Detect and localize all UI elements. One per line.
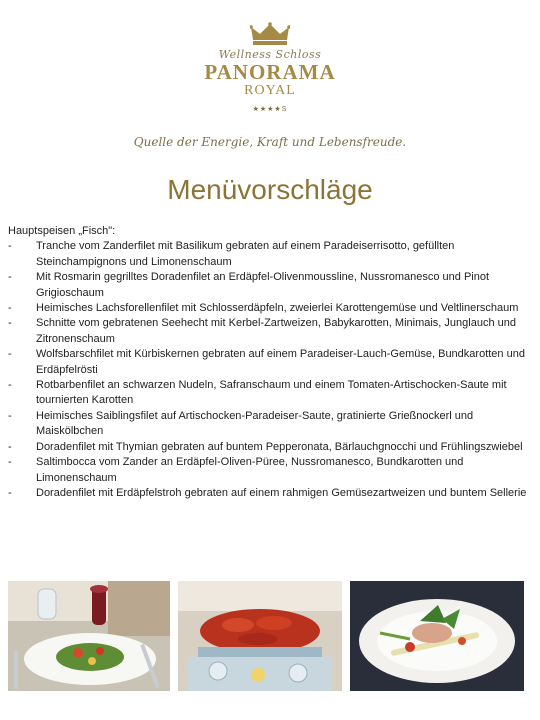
bullet-dash: - — [8, 440, 12, 453]
logo-sub-text: ROYAL — [244, 83, 296, 98]
page-title: Menüvorschläge — [167, 174, 373, 205]
menu-item — [8, 347, 536, 378]
menu-item-text: Tranche vom Zanderfilet mit Basilikum gebraten auf einem Paradeiserrisotto, gefüllten Steinchampignons und Limonenschaum — [36, 240, 455, 268]
bullet-dash: - — [8, 379, 12, 392]
menu-content — [8, 224, 536, 501]
menu-item — [8, 301, 536, 316]
bullet-dash: - — [8, 271, 12, 284]
menu-item-text: Heimisches Saiblingsfilet auf Artischocken-Paradeiser-Saute, gratinierte Grießnockerl und Maiskölbchen — [36, 409, 474, 438]
bullet-dash: - — [8, 240, 12, 253]
crown-icon — [250, 22, 290, 46]
bullet-dash: - — [8, 409, 12, 422]
menu-item-text: Mit Rosmarin gegrilltes Doradenfilet an Erdäpfel-Olivenmoussline, Nussromanesco und Pinot Grigioschaum — [36, 271, 490, 299]
menu-item — [8, 455, 536, 486]
bullet-dash: - — [8, 486, 12, 499]
hotel-logo — [0, 22, 540, 113]
bullet-dash: - — [8, 317, 12, 330]
bullet-dash: - — [8, 456, 12, 469]
menu-item-text: Schnitte vom gebratenen Seehecht mit Kerbel-Zartweizen, Babykarotten, Minimais, Junglauch und Zitronenschaum — [36, 317, 516, 345]
bullet-dash: - — [8, 302, 12, 315]
logo-main-text: PANORAMA — [204, 60, 336, 84]
menu-item-text: Wolfsbarschfilet mit Kürbiskernen gebraten auf einem Paradeiser-Lauch-Gemüse, Bundkarotten und Erdäpfelrösti — [36, 348, 525, 376]
menu-list — [8, 239, 536, 501]
menu-item-text: Saltimbocca vom Zander an Erdäpfel-Oliven-Püree, Nussromanesco, Bundkarotten und Limonenschaum — [36, 456, 464, 484]
menu-item-text: Doradenfilet mit Erdäpfelstroh gebraten auf einem rahmigen Gemüsezartweizen und buntem Sellerie — [36, 486, 527, 499]
menu-item — [8, 409, 536, 440]
menu-item — [8, 378, 536, 409]
menu-item-text: Rotbarbenfilet an schwarzen Nudeln, Safranschaum und einem Tomaten-Artischocken-Saute mit tournierten Karotten — [36, 379, 507, 407]
photo-salad-plate — [8, 581, 170, 691]
section-heading: Hauptspeisen „Fisch": — [8, 225, 116, 237]
menu-item — [8, 316, 536, 347]
tagline: Quelle der Energie, Kraft und Lebensfreude. — [133, 135, 407, 149]
photo-crayfish-buffet — [178, 581, 342, 691]
bullet-dash: - — [8, 348, 12, 361]
menu-item — [8, 270, 536, 301]
menu-item-text: Doradenfilet mit Thymian gebraten auf buntem Pepperonata, Bärlauchgnocchi und Frühlingszwiebel — [36, 440, 523, 453]
menu-item — [8, 486, 536, 501]
photo-plated-fish — [350, 581, 524, 691]
menu-item — [8, 239, 536, 270]
menu-item-text: Heimisches Lachsforellenfilet mit Schlosserdäpfeln, zweierlei Karottengemüse und Veltlinerschaum — [36, 302, 519, 315]
menu-item — [8, 440, 536, 455]
logo-stars: ★★★★S — [252, 106, 288, 113]
photo-strip — [0, 581, 540, 691]
logo-script-text: Wellness Schloss — [218, 48, 322, 61]
